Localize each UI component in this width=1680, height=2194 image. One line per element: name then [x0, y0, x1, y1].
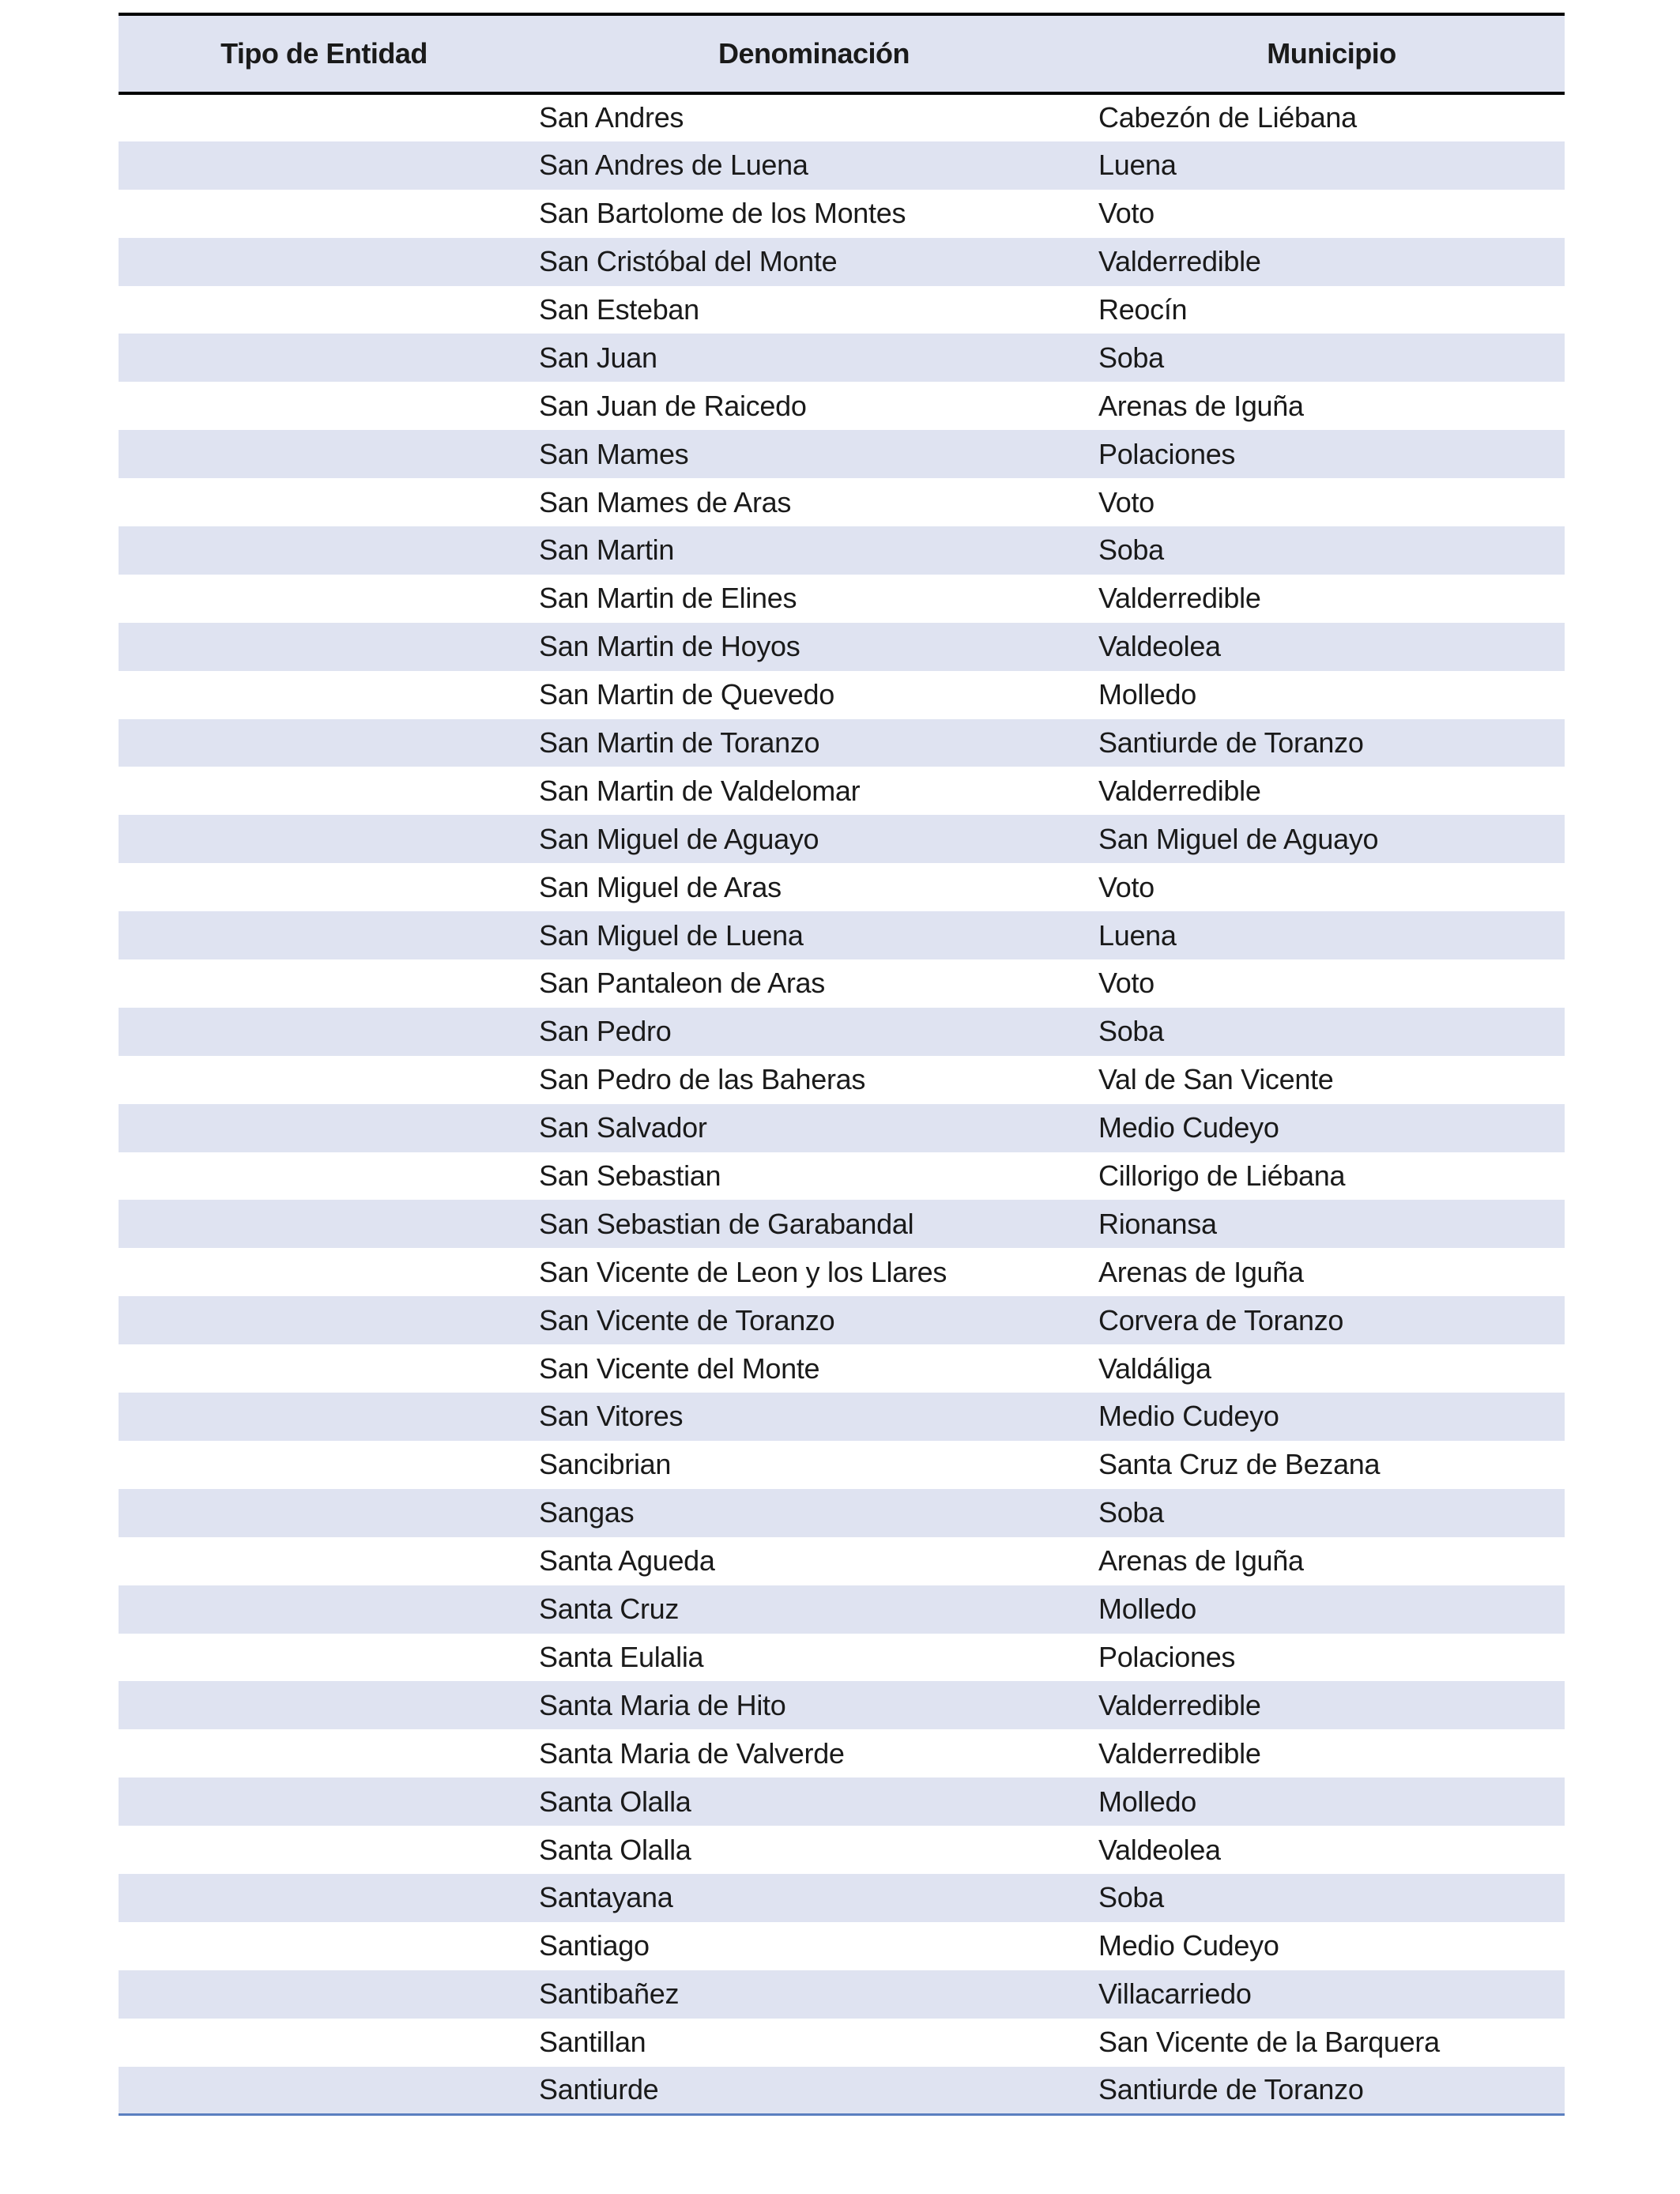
- cell-municipio: Valderredible: [1098, 774, 1261, 807]
- cell-tipo-de-entidad: [119, 93, 529, 141]
- cell-denominacion: San Mames de Aras: [539, 485, 792, 518]
- header-municipio: Municipio: [1098, 14, 1565, 93]
- table-row: [119, 623, 1565, 671]
- cell-denominacion: Santiurde: [529, 2067, 1098, 2115]
- table-row: [119, 1681, 1565, 1729]
- table-row: [119, 1826, 1565, 1874]
- cell-denominacion: San Pedro de las Baheras: [539, 1063, 866, 1096]
- table-row: [119, 1152, 1565, 1201]
- cell-municipio: Villacarriedo: [1098, 1977, 1252, 2011]
- table-row: [119, 1585, 1565, 1634]
- cell-denominacion: Sancibrian: [539, 1448, 672, 1481]
- cell-denominacion: San Sebastian: [539, 1159, 721, 1193]
- cell-municipio: Valderredible: [1098, 1736, 1261, 1770]
- cell-tipo-de-entidad: [119, 1489, 529, 1537]
- cell-municipio: Soba: [1098, 341, 1164, 374]
- cell-municipio: Corvera de Toranzo: [1098, 1303, 1344, 1336]
- cell-denominacion: San Martin: [539, 533, 675, 567]
- table-row: [119, 671, 1565, 719]
- table-row: [119, 1296, 1565, 1344]
- table-row: [119, 1441, 1565, 1489]
- cell-municipio: Voto: [1098, 967, 1155, 1000]
- cell-tipo-de-entidad: [119, 1152, 529, 1201]
- table-row: [119, 430, 1565, 478]
- cell-tipo-de-entidad: [119, 1393, 529, 1441]
- table-row: [119, 767, 1565, 815]
- cell-tipo-de-entidad: [119, 1056, 529, 1104]
- cell-tipo-de-entidad: [119, 719, 529, 767]
- cell-municipio: Valdeolea: [1098, 630, 1221, 663]
- cell-municipio: Valderredible: [1098, 1688, 1261, 1721]
- cell-denominacion: San Martin de Toranzo: [539, 726, 820, 760]
- table-row: [119, 334, 1565, 382]
- cell-municipio: Val de San Vicente: [1098, 1063, 1334, 1096]
- cell-tipo-de-entidad: [119, 575, 529, 623]
- cell-denominacion: Sangas: [539, 1496, 635, 1529]
- table-row: [119, 1008, 1565, 1056]
- cell-municipio: Cillorigo de Liébana: [1098, 1159, 1346, 1193]
- cell-denominacion: San Martin de Valdelomar: [539, 774, 861, 807]
- table-row: [119, 190, 1565, 238]
- table-row: [119, 1489, 1565, 1537]
- cell-municipio: Molledo: [1098, 1593, 1196, 1626]
- table-row: [119, 2067, 1565, 2115]
- table-row: [119, 815, 1565, 863]
- cell-tipo-de-entidad: [119, 190, 529, 238]
- cell-municipio: Molledo: [1098, 1785, 1196, 1818]
- table-row: [119, 1729, 1565, 1777]
- cell-denominacion: San Pedro: [539, 1015, 672, 1048]
- table-row: [119, 1777, 1565, 1826]
- entity-table-container: [119, 13, 1565, 2116]
- cell-denominacion: Santa Maria de Valverde: [539, 1736, 845, 1770]
- cell-municipio: Arenas de Iguña: [1098, 1255, 1304, 1288]
- cell-tipo-de-entidad: [119, 334, 529, 382]
- table-row: [119, 141, 1565, 190]
- cell-tipo-de-entidad: [119, 623, 529, 671]
- cell-denominacion: Santa Olalla: [539, 1785, 691, 1818]
- cell-denominacion: San Esteban: [539, 293, 699, 326]
- cell-municipio: Reocín: [1098, 293, 1188, 326]
- table-row: [119, 911, 1565, 959]
- cell-denominacion: Santa Olalla: [539, 1833, 691, 1866]
- cell-municipio: Molledo: [1098, 678, 1196, 711]
- cell-tipo-de-entidad: [119, 286, 529, 334]
- header-row: [119, 14, 1565, 93]
- cell-municipio: Voto: [1098, 870, 1155, 903]
- header-denominacion: Denominación: [529, 14, 1098, 93]
- cell-municipio: Valdáliga: [1098, 1351, 1211, 1385]
- table-row: [119, 1248, 1565, 1296]
- cell-tipo-de-entidad: [119, 1104, 529, 1152]
- cell-denominacion: San Miguel de Luena: [539, 918, 804, 952]
- cell-denominacion: San Vicente de Leon y los Llares: [539, 1255, 947, 1288]
- cell-denominacion: San Vicente de Toranzo: [539, 1303, 835, 1336]
- cell-tipo-de-entidad: [119, 863, 529, 911]
- table-row: [119, 1537, 1565, 1585]
- cell-denominacion: Santillan: [539, 2026, 646, 2059]
- table-row: [119, 863, 1565, 911]
- cell-denominacion: San Cristóbal del Monte: [539, 245, 838, 278]
- table-row: [119, 719, 1565, 767]
- cell-denominacion: San Mames: [539, 437, 689, 470]
- cell-tipo-de-entidad: [119, 238, 529, 286]
- table-header: [119, 14, 1565, 93]
- header-tipo-de-entidad: Tipo de Entidad: [119, 14, 529, 93]
- cell-denominacion: San Bartolome de los Montes: [539, 197, 906, 230]
- cell-tipo-de-entidad: [119, 478, 529, 526]
- cell-municipio: Santiurde de Toranzo: [1098, 726, 1364, 760]
- cell-denominacion: San Salvador: [539, 1111, 707, 1144]
- cell-denominacion: San Vitores: [539, 1400, 684, 1433]
- cell-tipo-de-entidad: [119, 1200, 529, 1248]
- cell-municipio: Arenas de Iguña: [1098, 389, 1304, 422]
- table-row: [119, 575, 1565, 623]
- cell-denominacion: San Andres de Luena: [539, 149, 808, 182]
- table-row: [119, 382, 1565, 430]
- table-row: [119, 286, 1565, 334]
- cell-denominacion: Santa Agueda: [539, 1544, 715, 1578]
- cell-tipo-de-entidad: [119, 1729, 529, 1777]
- cell-tipo-de-entidad: [119, 382, 529, 430]
- table-row: [119, 1344, 1565, 1393]
- cell-tipo-de-entidad: [119, 141, 529, 190]
- cell-denominacion: San Juan: [539, 341, 657, 374]
- cell-municipio: Valderredible: [1098, 582, 1261, 615]
- cell-denominacion: San Martin de Quevedo: [539, 678, 834, 711]
- cell-tipo-de-entidad: [119, 1681, 529, 1729]
- cell-municipio: Polaciones: [1098, 437, 1236, 470]
- table-row: [119, 526, 1565, 575]
- cell-tipo-de-entidad: [119, 815, 529, 863]
- cell-tipo-de-entidad: [119, 1441, 529, 1489]
- cell-tipo-de-entidad: [119, 526, 529, 575]
- cell-municipio: Cabezón de Liébana: [1098, 101, 1357, 134]
- cell-tipo-de-entidad: [119, 767, 529, 815]
- table-row: [119, 1970, 1565, 2019]
- cell-tipo-de-entidad: [119, 1248, 529, 1296]
- cell-tipo-de-entidad: [119, 1826, 529, 1874]
- cell-municipio: Luena: [1098, 149, 1177, 182]
- table-row: [119, 1634, 1565, 1682]
- cell-denominacion: Santa Eulalia: [539, 1640, 704, 1673]
- cell-tipo-de-entidad: [119, 2019, 529, 2067]
- cell-denominacion: Santayana: [539, 1881, 673, 1914]
- cell-municipio: Valdeolea: [1098, 1833, 1221, 1866]
- cell-municipio: Medio Cudeyo: [1098, 1929, 1279, 1962]
- cell-municipio: Santiurde de Toranzo: [1098, 2067, 1565, 2115]
- cell-tipo-de-entidad: [119, 430, 529, 478]
- cell-municipio: San Miguel de Aguayo: [1098, 822, 1379, 855]
- cell-denominacion: San Martin de Elines: [539, 582, 797, 615]
- cell-tipo-de-entidad: [119, 911, 529, 959]
- table-row: [119, 1874, 1565, 1922]
- cell-tipo-de-entidad: [119, 1585, 529, 1634]
- cell-tipo-de-entidad: [119, 1537, 529, 1585]
- table-row: [119, 1393, 1565, 1441]
- cell-municipio: Voto: [1098, 485, 1155, 518]
- cell-denominacion: Santibañez: [539, 1977, 680, 2011]
- entity-table: [119, 13, 1565, 2116]
- table-row: [119, 2019, 1565, 2067]
- cell-municipio: Soba: [1098, 1015, 1164, 1048]
- cell-municipio: Medio Cudeyo: [1098, 1400, 1279, 1433]
- cell-municipio: Medio Cudeyo: [1098, 1111, 1279, 1144]
- cell-tipo-de-entidad: [119, 1008, 529, 1056]
- cell-denominacion: Santiago: [539, 1929, 650, 1962]
- cell-municipio: Luena: [1098, 918, 1177, 952]
- cell-tipo-de-entidad: [119, 1922, 529, 1970]
- table-row: [119, 1104, 1565, 1152]
- cell-municipio: Rionansa: [1098, 1207, 1217, 1240]
- table-row: [119, 1056, 1565, 1104]
- table-row: [119, 93, 1565, 141]
- cell-municipio: Santa Cruz de Bezana: [1098, 1448, 1381, 1481]
- cell-denominacion: Santa Maria de Hito: [539, 1688, 786, 1721]
- cell-municipio: Voto: [1098, 197, 1155, 230]
- cell-tipo-de-entidad: [119, 1874, 529, 1922]
- table-body: [119, 93, 1565, 2114]
- cell-tipo-de-entidad: [119, 1970, 529, 2019]
- cell-denominacion: Santa Cruz: [539, 1593, 680, 1626]
- table-row: [119, 959, 1565, 1008]
- cell-denominacion: San Andres: [539, 101, 684, 134]
- cell-municipio: Valderredible: [1098, 245, 1261, 278]
- cell-municipio: Arenas de Iguña: [1098, 1544, 1304, 1578]
- cell-tipo-de-entidad: [119, 1296, 529, 1344]
- cell-denominacion: San Miguel de Aras: [539, 870, 782, 903]
- cell-municipio: Soba: [1098, 1496, 1164, 1529]
- table-row: [119, 478, 1565, 526]
- cell-denominacion: San Sebastian de Garabandal: [539, 1207, 914, 1240]
- cell-tipo-de-entidad: [119, 1344, 529, 1393]
- cell-denominacion: San Miguel de Aguayo: [539, 822, 819, 855]
- cell-tipo-de-entidad: [119, 671, 529, 719]
- cell-municipio: San Vicente de la Barquera: [1098, 2026, 1440, 2059]
- cell-municipio: Soba: [1098, 533, 1164, 567]
- cell-tipo-de-entidad: [119, 2067, 529, 2115]
- cell-tipo-de-entidad: [119, 959, 529, 1008]
- table-row: [119, 238, 1565, 286]
- cell-denominacion: San Martin de Hoyos: [539, 630, 800, 663]
- cell-denominacion: San Pantaleon de Aras: [539, 967, 825, 1000]
- cell-denominacion: San Vicente del Monte: [539, 1351, 820, 1385]
- cell-municipio: Soba: [1098, 1881, 1164, 1914]
- cell-municipio: Polaciones: [1098, 1640, 1236, 1673]
- cell-denominacion: San Juan de Raicedo: [539, 389, 807, 422]
- table-row: [119, 1200, 1565, 1248]
- table-row: [119, 1922, 1565, 1970]
- cell-tipo-de-entidad: [119, 1634, 529, 1682]
- cell-tipo-de-entidad: [119, 1777, 529, 1826]
